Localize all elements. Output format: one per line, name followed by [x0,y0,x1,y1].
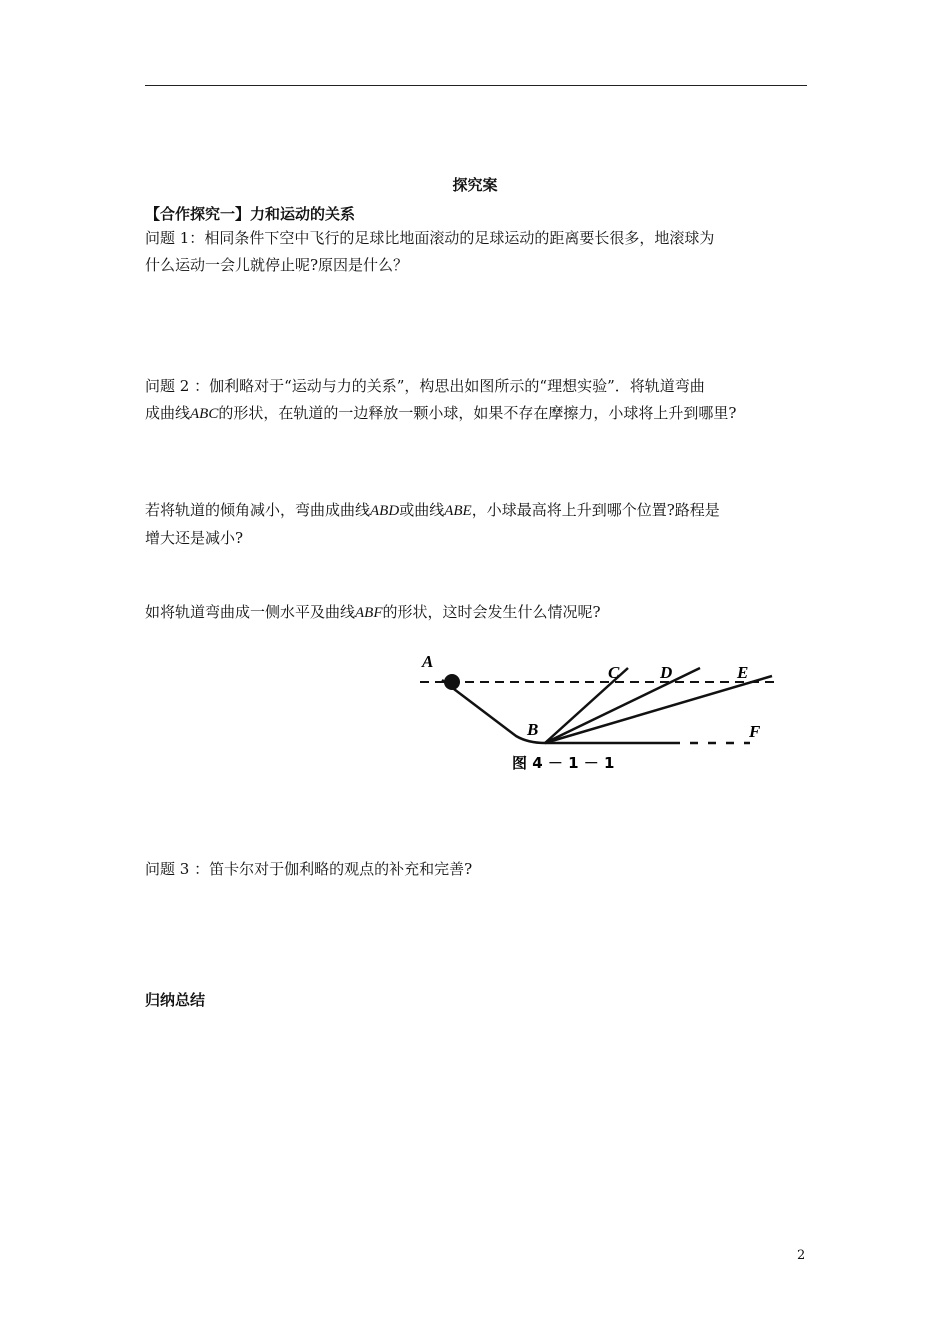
question-2-followup [145,497,810,552]
track-bd [545,668,700,743]
question-2 [145,373,810,428]
curve-abd: ABD [370,503,400,519]
question-2-horizontal: 如将轨道弯曲成一侧水平及曲线ABF的形状，这时会发生什么情况呢? [145,603,601,621]
label-b: B [527,720,539,739]
question-2-followup-line-1: 若将轨道的倾角减小，弯曲成曲线ABD或曲线ABE，小球最高将上升到哪个位置?路程是 [145,501,720,519]
track-abf [442,680,750,743]
section-heading: 【合作探究一】力和运动的关系 [145,205,356,223]
question-3-label: 问题 3 ： [145,860,210,878]
label-f: F [749,722,761,741]
curve-abe: ABE [444,503,472,519]
galileo-ideal-experiment-figure [410,648,790,778]
page-number: 2 [797,1248,806,1263]
label-a: A [422,652,434,671]
question-2-line-1: 问题 2 ：伽利略对于“运动与力的关系”，构思出如图所示的“理想实验”．将轨道弯曲 [145,377,705,395]
header-rule [145,85,807,86]
question-2-label: 问题 2 ： [145,377,210,395]
summary-heading: 归纳总结 [145,991,206,1009]
question-3: 问题 3 ：笛卡尔对于伽利略的观点的补充和完善? [145,860,473,878]
label-c: C [608,663,620,682]
question-2-line-2: 成曲线ABC的形状，在轨道的一边释放一颗小球，如果不存在摩擦力，小球将上升到哪里? [145,404,737,422]
ball [444,674,460,690]
track-be [545,676,772,743]
question-1-line-2: 什么运动一会儿就停止呢?原因是什么？ [145,256,409,274]
label-d: D [660,663,673,682]
curve-abc: ABC [190,406,219,422]
question-2-followup-line-2: 增大还是减小? [145,529,244,547]
curve-abf: ABF [355,605,383,621]
question-1 [145,225,810,279]
label-e: E [737,663,749,682]
question-1-label: 问题 1： [145,229,205,247]
question-1-line-1: 问题 1：相同条件下空中飞行的足球比地面滚动的足球运动的距离要长很多，地滚球为 [145,229,715,247]
page-title: 探究案 [452,176,498,194]
figure-caption: 图 4 － 1 － 1 [512,754,615,772]
